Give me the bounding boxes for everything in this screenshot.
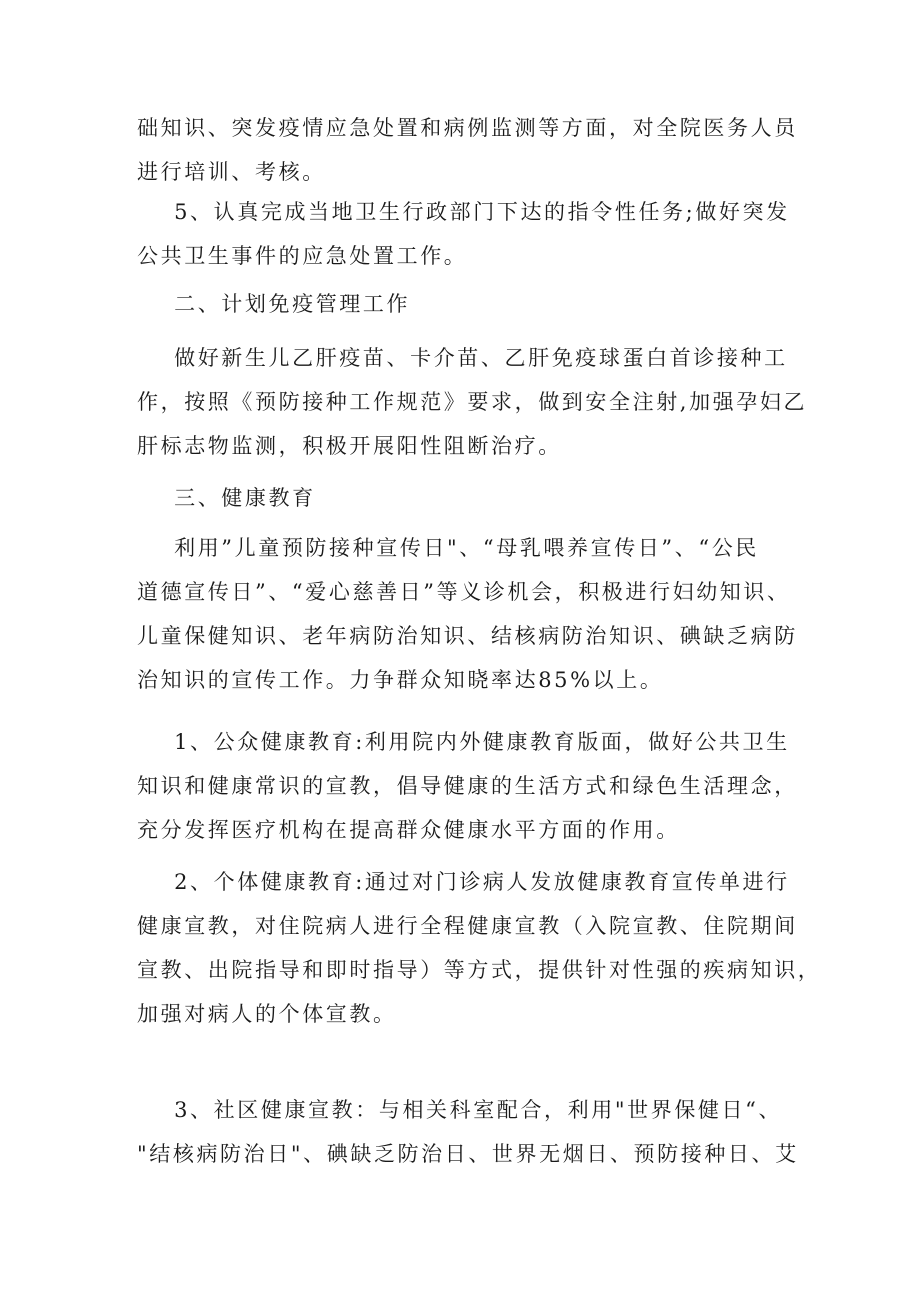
paragraph-immunization <box>137 336 807 468</box>
text-line: 充分发挥医疗机构在提高群众健康水平方面的作用。 <box>137 818 680 842</box>
text-line: 做好新生儿乙肝疫苗、卡介苗、乙肝免疫球蛋白首诊接种工 <box>137 346 788 370</box>
paragraph-training <box>137 106 807 194</box>
text-line: 1、公众健康教育:利用院内外健康教育版面，做好公共卫生 <box>137 730 790 754</box>
section-heading-immunization <box>137 282 807 326</box>
text-line: 知识和健康常识的宣教，倡导健康的生活方式和绿色生活理念， <box>137 774 798 798</box>
text-line: 儿童保健知识、老年病防治知识、结核病防治知识、碘缺乏病防 <box>137 624 798 648</box>
text-line: 2、个体健康教育:通过对门诊病人发放健康教育宣传单进行 <box>137 870 790 894</box>
text-line: 肝标志物监测，积极开展阳性阻断治疗。 <box>137 434 562 458</box>
paragraph-community-education <box>137 1088 807 1176</box>
paragraph-health-education <box>137 526 807 702</box>
text-line: 健康宣教，对住院病人进行全程健康宣教（入院宣教、住院期间 <box>137 914 798 938</box>
text-line: 利用”儿童预防接种宣传日"、“母乳喂养宣传日”、“公民 <box>137 536 759 560</box>
text-line: 础知识、突发疫情应急处置和病例监测等方面，对全院医务人员 <box>137 116 798 140</box>
text-line: 道德宣传日”、“爱心慈善日”等义诊机会，积极进行妇幼知识、 <box>137 580 791 604</box>
paragraph-item-5 <box>137 190 807 278</box>
text-line: "结核病防治日"、碘缺乏防治日、世界无烟日、预防接种日、艾 <box>137 1142 799 1166</box>
section-heading-health-education <box>137 476 807 520</box>
text-line: 进行培训、考核。 <box>137 160 326 184</box>
text-line: 治知识的宣传工作。力争群众知晓率达85%以上。 <box>137 668 664 692</box>
text-line: 宣教、出院指导和即时指导）等方式，提供针对性强的疾病知识， <box>137 958 822 982</box>
text-line: 3、社区健康宣教：与相关科室配合，利用"世界保健日“、 <box>137 1098 783 1122</box>
text-line: 加强对病人的个体宣教。 <box>137 1002 397 1026</box>
paragraph-individual-education <box>137 860 822 1036</box>
heading-text: 三、健康教育 <box>137 486 316 510</box>
heading-text: 二、计划免疫管理工作 <box>137 292 411 316</box>
text-line: 5、认真完成当地卫生行政部门下达的指令性任务;做好突发 <box>137 200 790 224</box>
text-line: 作，按照《预防接种工作规范》要求，做到安全注射,加强孕妇乙 <box>137 390 808 414</box>
text-line: 公共卫生事件的应急处置工作。 <box>137 244 468 268</box>
paragraph-public-education <box>137 720 807 852</box>
